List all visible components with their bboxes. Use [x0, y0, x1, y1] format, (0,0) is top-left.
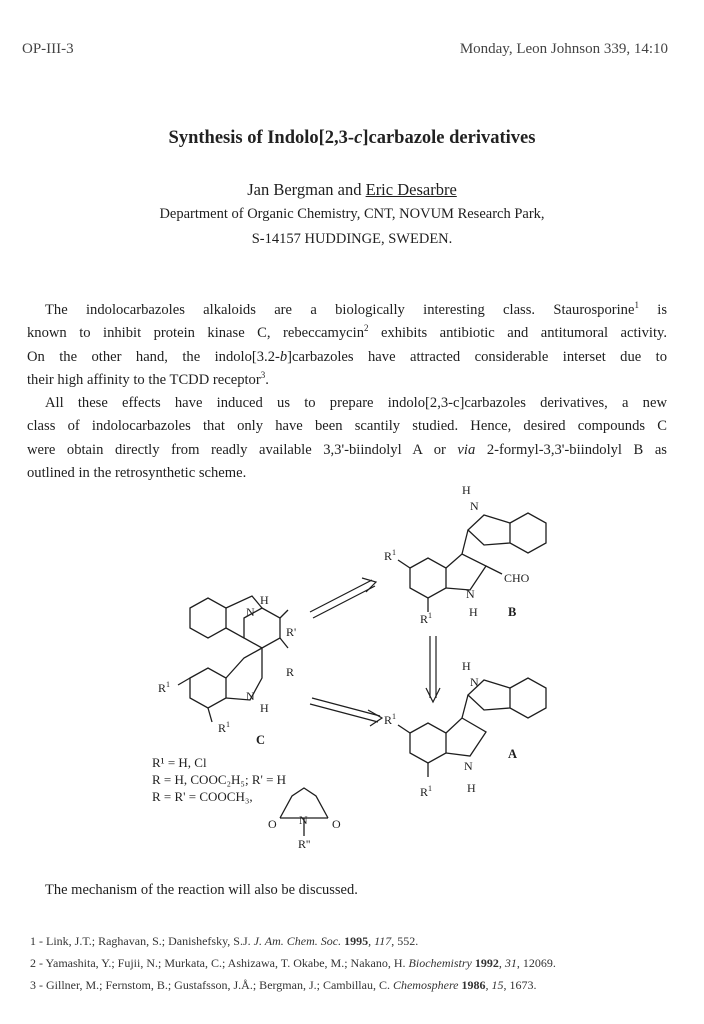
ref-pages: , 1673. — [503, 978, 537, 992]
c-top-pyrrole-a — [226, 596, 262, 608]
p1-text: exhibits antibiotic and antitumoral activity. — [368, 325, 667, 342]
mechanism-sentence: The mechanism of the reaction will also be discussed. — [45, 882, 358, 898]
paper-title — [0, 128, 704, 149]
ref-journal: J. Am. Chem. Soc. — [253, 934, 342, 948]
author-1: Jan Bergman — [247, 180, 334, 199]
b-pyrrole-top — [468, 515, 510, 545]
a-r1-lower — [420, 784, 432, 799]
a-indole-n: N — [470, 675, 479, 689]
reference-1 — [30, 934, 418, 949]
p1-text: ]carbazoles have attracted considerable interset due to — [287, 348, 668, 365]
a-pyrrole-lower — [446, 718, 486, 756]
a-r1-sup: 1 — [392, 712, 397, 721]
b-lower-n: N — [466, 587, 475, 601]
ref-volume: , 117 — [368, 934, 392, 948]
authors — [0, 180, 704, 200]
c-r1-letter: R — [158, 681, 167, 695]
p2-line: All these effects have induced us to prepare indolo[2,3-c]carbazoles derivatives, a new — [45, 395, 667, 411]
compound-label-b: B — [508, 605, 517, 619]
c-top-benzo — [190, 598, 226, 638]
a-benzo-ring-lower — [410, 723, 446, 763]
ref-marker-3: 3 — [260, 369, 266, 380]
a-biaryl-bond — [462, 695, 468, 718]
c-r1-lower-sup: 1 — [226, 720, 231, 729]
b-r1-letter: R — [384, 549, 393, 563]
a-r1 — [384, 712, 396, 727]
author-2-presenting: Eric Desarbre — [365, 180, 457, 199]
b-cho-bond — [486, 566, 502, 574]
b-r1-lower — [420, 611, 432, 626]
ref-journal: Biochemistry — [408, 956, 472, 970]
substituent-def-1: R¹ = H, Cl — [152, 755, 207, 770]
b-r1-lower-letter: R — [420, 612, 429, 626]
ref-authors: 2 - Yamashita, Y.; Fujii, N.; Murkata, C.; Ashizawa, T. Okabe, M.; Nakano, H. — [30, 956, 409, 970]
c-r-prime: R' — [286, 625, 297, 639]
c-r1 — [158, 680, 170, 695]
p1-line — [27, 369, 667, 392]
b-benzo-ring — [510, 513, 546, 553]
ref-year: 1992 — [471, 956, 499, 970]
p1-text: . — [265, 371, 269, 388]
b-pyrrole-lower — [446, 554, 486, 590]
title-part-1: Synthesis of Indolo[2,3- — [168, 128, 355, 148]
p1-line — [27, 346, 667, 369]
reference-3 — [30, 978, 537, 993]
retro-arrow-c-b-upper — [310, 580, 372, 612]
reference-2 — [30, 956, 556, 971]
p2-line: outlined in the retrosynthetic scheme. — [27, 464, 247, 481]
b-benzo-ring-lower — [410, 558, 446, 598]
c-top-n: N — [246, 605, 255, 619]
p1-text: On the other hand, the indolo[3.2- — [27, 348, 280, 365]
compound-label-c: C — [256, 733, 266, 747]
a-r1-lower-sup: 1 — [428, 784, 433, 793]
c-rprime-bond — [280, 610, 288, 618]
imide-r-dprime: R'' — [298, 837, 311, 851]
b-r1-bond — [398, 560, 410, 568]
title-italic: c — [354, 128, 363, 148]
retro-arrow-c-b-head — [362, 578, 376, 592]
b-biaryl-bond — [462, 530, 468, 554]
c-bottom-benzo — [190, 668, 226, 708]
retro-arrow-c-a-head — [368, 710, 382, 726]
affiliation-line-1: Department of Organic Chemistry, CNT, NOVUM Research Park, — [159, 206, 545, 222]
p2-line: class of indolocarbazoles that only have been scantily studied. Hence, desired compounds C — [27, 418, 667, 435]
imide-o-right: O — [332, 817, 341, 831]
ref-marker-1: 1 — [634, 300, 639, 310]
c-top-pyrrole-b — [226, 628, 244, 638]
b-r1-sup: 1 — [392, 548, 397, 557]
c-r1-bond — [178, 678, 190, 685]
b-lower-h: H — [469, 605, 478, 619]
c-r1-bond-2 — [208, 708, 212, 722]
ref-year: 1995 — [341, 934, 369, 948]
a-lower-h: H — [467, 781, 476, 795]
retro-arrow-b-a-head — [426, 688, 440, 702]
c-bottom-pyrrole-a — [226, 648, 262, 678]
b-indole-h: H — [462, 483, 471, 497]
a-benzo-ring — [510, 678, 546, 718]
a-lower-n: N — [464, 759, 473, 773]
c-r1-lower-letter: R — [218, 721, 227, 735]
b-r1-lower-sup: 1 — [428, 611, 433, 620]
title-part-2: ]carbazole derivatives — [362, 128, 536, 148]
p1-text: is — [638, 302, 668, 318]
ref-authors: 1 - Link, J.T.; Raghavan, S.; Danishefsky, S.J. — [30, 934, 254, 948]
c-r1-sup: 1 — [166, 680, 171, 689]
a-r1-lower-letter: R — [420, 785, 429, 799]
imide-o-left: O — [268, 817, 277, 831]
p1-italic: b — [279, 348, 288, 365]
c-top-h: H — [260, 593, 269, 607]
a-r1-bond — [398, 725, 410, 733]
author-sep: and — [333, 180, 366, 199]
c-r1-lower — [218, 720, 230, 735]
ref-year: 1986 — [458, 978, 486, 992]
retro-arrow-c-b-lower — [313, 586, 375, 618]
p2-text: 2-formyl-3,3'-biindolyl B as — [475, 441, 667, 458]
substituent-def-3: R = R' = COOCH₃, — [152, 789, 253, 804]
c-r-bond — [280, 638, 288, 648]
ref-journal: Chemosphere — [392, 978, 459, 992]
c-bottom-n: N — [246, 689, 255, 703]
ref-marker-2: 2 — [364, 323, 369, 334]
p2-line — [27, 439, 667, 462]
p1-text: The indolocarbazoles alkaloids are a biologically interesting class. Staurosporine — [45, 302, 635, 318]
scheme-arrows — [310, 578, 440, 726]
b-indole-n: N — [470, 499, 479, 513]
c-bottom-pyrrole-b — [226, 648, 262, 700]
ref-volume: , 15 — [485, 978, 504, 992]
ref-volume: , 31 — [498, 956, 517, 970]
affiliation-line-2: S-14157 HUDDINGE, SWEDEN. — [251, 231, 453, 247]
session-info: Monday, Leon Johnson 339, 14:10 — [459, 41, 668, 57]
p2-italic: via — [457, 441, 476, 458]
imide-n: N — [299, 813, 308, 827]
p1-line — [27, 299, 667, 322]
p1-text: known to inhibit protein kinase C, rebeccamycin — [27, 325, 365, 342]
a-indole-h: H — [462, 659, 471, 673]
p1-line — [27, 322, 667, 345]
b-r1 — [384, 548, 396, 563]
paragraph-1 — [27, 299, 667, 392]
ref-authors: 3 - Gillner, M.; Fernstom, B.; Gustafsson, J.Å.; Bergman, J.; Cambillau, C. — [30, 978, 393, 992]
p2-text: were obtain directly from readly available 3,3'-biindolyl A or — [27, 441, 458, 458]
ref-pages: , 12069. — [516, 956, 556, 970]
compound-label-a: A — [508, 747, 518, 761]
substituent-def-2: R = H, COOC₂H₅; R' = H — [152, 772, 287, 787]
p1-text: their high affinity to the TCDD receptor — [27, 371, 261, 388]
session-code: OP-III-3 — [22, 41, 74, 57]
c-r: R — [286, 665, 295, 679]
a-r1-letter: R — [384, 713, 393, 727]
b-cho: CHO — [504, 571, 530, 585]
ref-pages: , 552. — [391, 934, 419, 948]
c-bottom-h: H — [260, 701, 269, 715]
paragraph-2 — [27, 392, 667, 485]
